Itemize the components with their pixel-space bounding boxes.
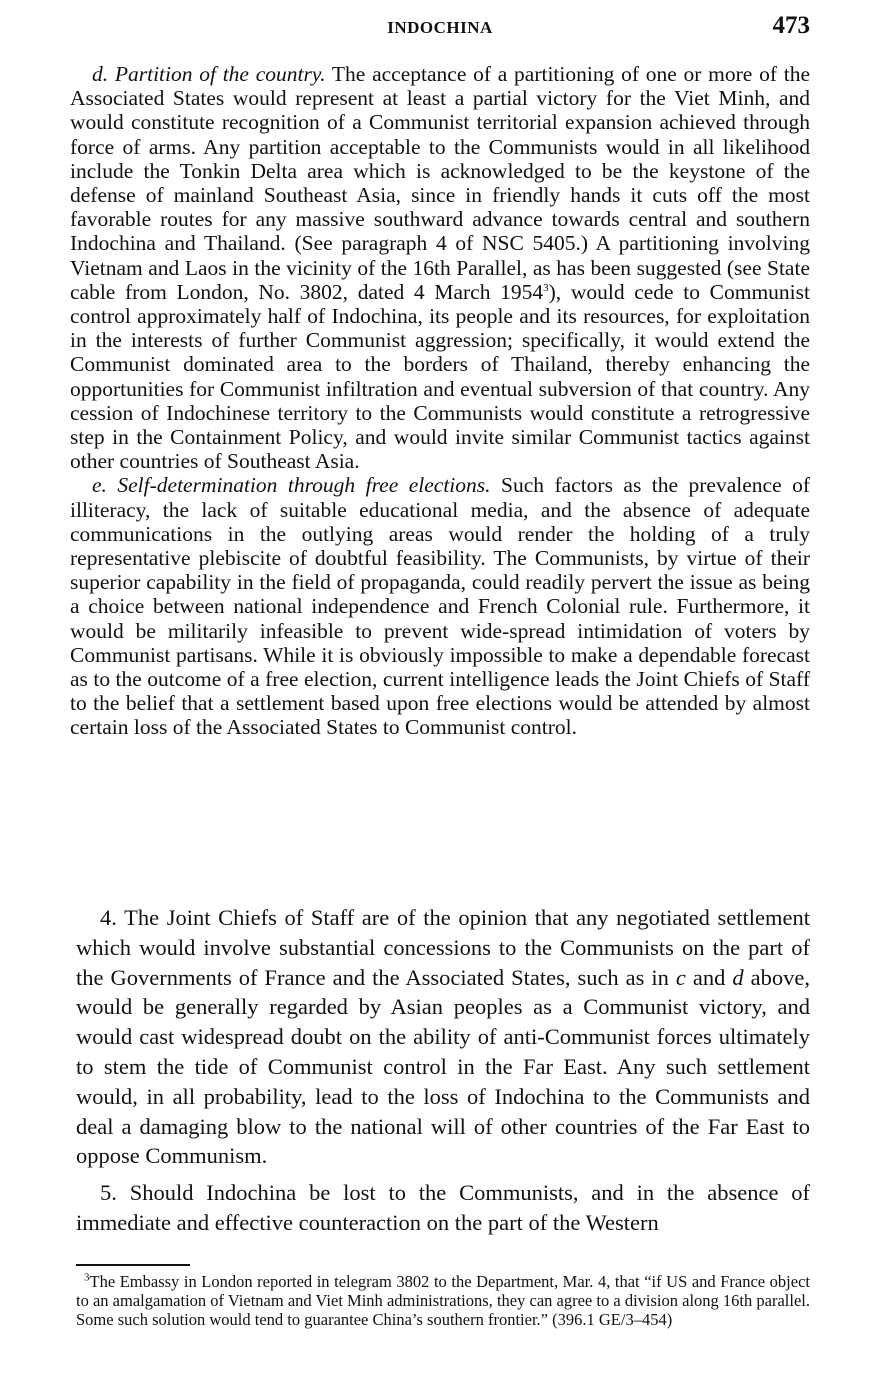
footnote-marker: 3 [84, 1271, 90, 1284]
paragraph-4-ref-c: c [675, 964, 686, 990]
footnote-3 [76, 1272, 810, 1329]
running-head [70, 12, 810, 42]
footnote [76, 1272, 810, 1329]
paragraph-d-text-part1: The acceptance of a partitioning of one or more of the Associated States would represent at least a partial victory for the Viet Minh, and would constitute recognition of a Communist territorial expansion achieved through force of arms. Any partition acceptable to the Communists would in all likelihood include the Tonkin Delta area which is acknowledged to be the keystone of the defense of mainland Southeast Asia, since in friendly hands it cuts off the most favorable routes for any massive southward advance towards central and southern Indochina and Thailand. (See paragraph 4 of NSC 5405.) A partitioning involving Vietnam and Laos in the vicinity of the 16th Parallel, as has been suggested (see State cable from London, No. 3802, dated 4 March 1954 [70, 62, 810, 304]
paragraph-d-text-part2: ), would cede to Communist control approximately half of Indochina, its people and its resources, for exploitation in the interests of further Communist aggression; specifically, it would extend the Communist dominated area to the borders of Thailand, thereby enhancing the opportunities for Communist infiltration and eventual subversion of that country. Any cession of Indochinese territory to the Communists would constitute a retrogressive step in the Containment Policy, and would invite similar Communist tactics against other countries of Southeast Asia. [70, 279, 810, 474]
paragraph-4-text-part1: 4. The Joint Chiefs of Staff are of the opinion that any negotiated settlement which would involve substantial concessions to the Communists on the part of the Governments of France and the Associated States, such as in [76, 905, 810, 990]
paragraph-4-text-part3: above, would be generally regarded by Asian peoples as a Communist victory, and would cast widespread doubt on the ability of anti-Communist forces ultimately to stem the tide of Communist control in the Far East. Any such settlement would, in all probability, lead to the loss of Indochina to the Communists and deal a damaging blow to the national will of other countries of the Far East to oppose Communism. [76, 964, 810, 1169]
body-text-numbered [76, 903, 810, 1238]
paragraph-5: 5. Should Indochina be lost to the Communists, and in the absence of immediate and effective counteraction on the part of the Western [76, 1180, 810, 1235]
body-text-subparagraphs [70, 62, 810, 740]
footnote-text: The Embassy in London reported in telegram 3802 to the Department, Mar. 4, that “if US and France object to an amalgamation of Vietnam and Viet Minh administrations, they can agree to a division along 16th parallel. Some such solution would tend to guarantee China’s southern frontier.” (396.1 GE/3–454) [76, 1272, 810, 1329]
paragraph-4-ref-d: d [732, 964, 744, 990]
footnote-divider [76, 1264, 190, 1266]
paragraph-d-heading: d. Partition of the country. [92, 62, 326, 86]
paragraph-e-heading: e. Self-determination through free elections. [92, 473, 491, 498]
running-title: INDOCHINA [387, 18, 493, 37]
paragraph-e-self-determination [70, 473, 810, 739]
paragraph-4 [76, 903, 810, 1171]
paragraph-e-text: Such factors as the prevalence of illiteracy, the lack of suitable educational media, and the absence of adequate communications in the outlying areas would render the holding of a truly representative plebiscite of doubtful feasibility. The Communists, by virtue of their superior capability in the field of propaganda, could readily pervert the issue as being a choice between national independence and French Colonial rule. Furthermore, it would be militarily infeasible to prevent wide-spread intimidation of voters by Communist partisans. While it is obviously impossible to make a dependable forecast as to the outcome of a free election, current intelligence leads the Joint Chiefs of Staff to the belief that a settlement based upon free elections would be attended by almost certain loss of the Associated States to Communist control. [70, 473, 810, 740]
page-number: 473 [772, 12, 810, 39]
paragraph-4-text-part2: and [685, 964, 733, 990]
footnote-reference: 3 [543, 281, 549, 294]
paragraph-d-partition [70, 62, 810, 473]
